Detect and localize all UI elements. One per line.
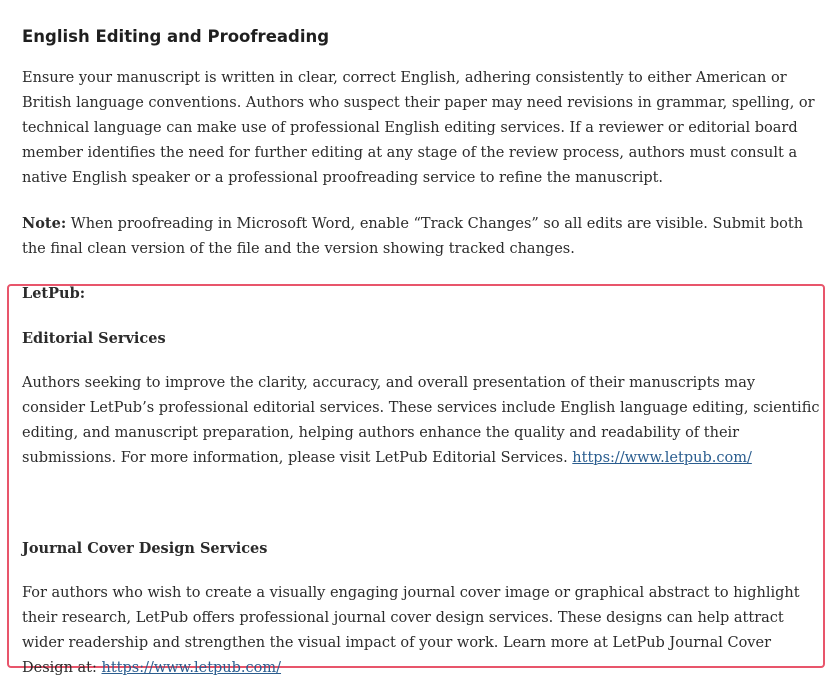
intro-paragraph: Ensure your manuscript is written in clear, correct English, adhering consistently to either American or British language conventions. Authors who suspect their paper may need revisions in grammar, spelling, or technical language can make use of professional English editing services. If a reviewer or editorial board member identifies the need for further editing at any stage of the review process, authors must consult a native English speaker or a professional proofreading service to refine the manuscript. [22, 70, 815, 186]
note-paragraph [22, 211, 822, 262]
note-text: When proofreading in Microsoft Word, enable “Track Changes” so all edits are visible. Submit both the final clean version of the file and the version showing tracked changes. [22, 216, 804, 257]
editorial-services-text: Authors seeking to improve the clarity, accuracy, and overall presentation of their manuscripts may consider LetPub’s professional editorial services. These services include English language editing, scientific editing, and manuscript preparation, helping authors enhance the quality and readability of their submissions. For more information, please visit LetPub Editorial Services. [22, 375, 820, 466]
editorial-services-heading: Editorial Services [22, 330, 166, 347]
editorial-services-paragraph [22, 371, 822, 471]
editorial-services-link[interactable]: https://www.letpub.com/ [572, 450, 752, 466]
note-label: Note: [22, 215, 67, 232]
cover-design-text: For authors who wish to create a visually engaging journal cover image or graphical abstract to highlight their research, LetPub offers professional journal cover design services. These designs can help attract wider readership and strengthen the visual impact of your work. Learn more at LetPub Journal Cover Design at: [22, 585, 800, 676]
letpub-label: LetPub: [22, 285, 86, 302]
cover-design-heading: Journal Cover Design Services [22, 540, 268, 557]
cover-design-paragraph [22, 581, 822, 681]
section-heading: English Editing and Proofreading [22, 27, 330, 46]
cover-design-link[interactable]: https://www.letpub.com/ [101, 660, 282, 676]
